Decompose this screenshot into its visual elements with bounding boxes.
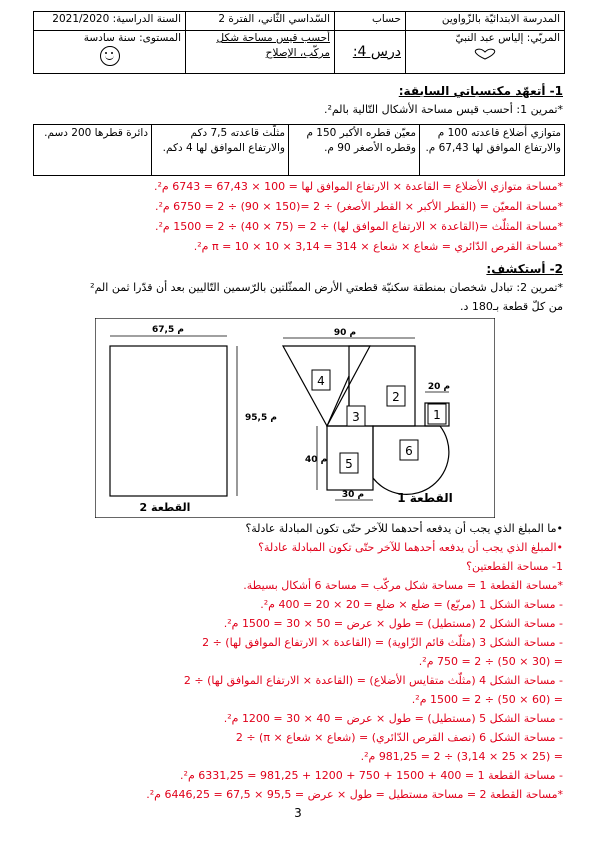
question: •ما المبلغ الذي يجب أن يدفعه أحدهما للآخر حتّى تكون المبادلة عادلة؟ <box>245 522 563 535</box>
piece1-top-label: 90 م <box>333 328 357 338</box>
exercise1-cell: مثلّث قاعدته 7,5 دكم والارتفاع الموافق لها 4 دكم. <box>152 125 289 176</box>
exercise1-cell: دائرة قطرها 200 دسم. <box>34 125 152 176</box>
lesson-number: درس 4: <box>352 44 401 60</box>
piece1-radius-label: 20 م <box>427 382 451 392</box>
year-cell <box>34 12 186 31</box>
solution-line: - مساحة القطعة 1 = 400 + 1500 + 750 + 1200 + 981,25 = 6331,25 م². <box>180 769 563 782</box>
section1-title: 1- أتعهّد مكتسباتي السابقة: <box>398 84 563 98</box>
school-cell <box>406 12 565 31</box>
shape-number: 3 <box>352 410 360 424</box>
teacher-cell <box>406 31 565 74</box>
solution-line: - مساحة الشكل 6 (نصف القرص الدّائري) = (شعاع × شعاع × π) ÷ 2 <box>235 731 563 744</box>
solution-line: - مساحة الشكل 5 (مستطيل) = طول × عرض = 40 × 30 = 1200 م². <box>223 712 563 725</box>
piece1-bottom-label: 30 م <box>341 490 365 500</box>
solution-line: - مساحة الشكل 1 (مربّع) = ضلع × ضلع = 20 × 20 = 400 م². <box>260 598 563 611</box>
smiley-icon <box>100 46 120 66</box>
piece2-width-label: 67,5 م <box>152 325 184 335</box>
shape-number: 5 <box>345 457 353 471</box>
exercise2-statement-1: *تمرين 2: تبادل شخصان بمنطقة سكنيّة قطعتي الأرض الممثّلتين بالرّسمين التّاليين بعد أن قدّرا ثمن الم² <box>90 281 563 294</box>
shape-number: 6 <box>405 444 413 458</box>
period-cell <box>186 12 335 31</box>
exercise2-statement-2: من كلّ قطعة بـ180 د. <box>460 300 563 313</box>
heart-icon <box>472 48 498 60</box>
piece2-label: القطعة 2 <box>139 501 191 514</box>
solution-line: *مساحة القطعة 1 = مساحة شكل مركّب = مساحة 6 أشكال بسيطة. <box>243 579 563 592</box>
piece2-height-label: 95,5 م <box>245 413 277 423</box>
exercise1-statement: *تمرين 1: أحسب قيس مساحة الأشكال التّالية بالم². <box>323 103 563 116</box>
figure-plots <box>95 318 495 518</box>
answer-line: *مساحة المعيّن = (القطر الأكبر × القطر الأصغر) ÷ 2 =(150 × 90) ÷ 2 = 6750 م². <box>154 200 563 213</box>
answer-line: *مساحة متوازي الأضلاع = القاعدة × الارتفاع الموافق لها = 100 × 67,43 = 6743 م². <box>153 180 563 193</box>
lesson-number-cell <box>335 31 406 74</box>
solution-line: = (25 × 25 × 3,14) ÷ 2 = 981,25 م². <box>360 750 563 763</box>
exercise1-table <box>33 124 565 176</box>
level: المستوى: سنة سادسة <box>83 32 181 44</box>
shape-number: 2 <box>392 390 400 404</box>
piece1-side-label: 40 م <box>305 455 328 465</box>
solution-line: *مساحة القطعة 2 = مساحة مستطيل = طول × عرض = 95,5 × 67,5 = 6446,25 م². <box>146 788 563 801</box>
solution-line: = (30 × 50) ÷ 2 = 750 م². <box>418 655 563 668</box>
solution-line: = (60 × 50) ÷ 2 = 1500 م². <box>411 693 563 706</box>
page-number: 3 <box>294 806 302 820</box>
answer-line: *مساحة المثلّث =(القاعدة × الارتفاع الموافق لها) ÷ 2 = (75 × 40) ÷ 2 = 1500 م². <box>154 220 563 233</box>
shape-number: 4 <box>317 374 325 388</box>
solution-line: - مساحة الشكل 4 (مثلّث متقايس الأضلاع) = (القاعدة × الارتفاع الموافق لها) ÷ 2 <box>183 674 563 687</box>
piece1-label: القطعة 1 <box>397 491 453 505</box>
subject-cell <box>335 12 406 31</box>
school-name: المدرسة الابتدائيّة بالزّواوين <box>441 13 560 25</box>
piece2-rectangle <box>110 346 227 496</box>
answer-line: *مساحة القرص الدّائري = شعاع × شعاع × π = 10 × 10 × 3,14 = 314 م². <box>193 240 563 253</box>
header-table <box>33 11 565 74</box>
lesson-title-cell <box>186 31 335 74</box>
sub-question: 1- مساحة القطعتين؟ <box>466 560 563 573</box>
lesson-title-line1: أحسب قيس مساحة شكل <box>216 32 330 44</box>
period: السّداسي الثّاني، الفترة 2 <box>218 13 330 25</box>
subject: حساب <box>372 13 401 25</box>
section2-title: 2- أستكشف: <box>486 262 563 276</box>
solution-line: - مساحة الشكل 3 (مثلّث قائم الزّاوية) = (القاعدة × الارتفاع الموافق لها) ÷ 2 <box>202 636 563 649</box>
solution-line: - مساحة الشكل 2 (مستطيل) = طول × عرض = 50 × 30 = 1500 م². <box>223 617 563 630</box>
shape-number: 1 <box>433 408 441 422</box>
teacher-name: المربّي: إلياس عبد النبيّ <box>455 32 560 44</box>
lesson-title-line2: مركّب، الإصلاح <box>265 47 330 59</box>
level-cell <box>34 31 186 74</box>
question-red: •المبلغ الذي يجب أن يدفعه أحدهما للآخر حتّى تكون المبادلة عادلة؟ <box>258 541 563 554</box>
exercise1-cell: معيّن قطره الأكبر 150 م وقطره الأصغر 90 م. <box>289 125 420 176</box>
school-year: السنة الدراسية: 2021/2020 <box>52 13 181 25</box>
exercise1-cell: متوازي أضلاع قاعدته 100 م والارتفاع الموافق لها 67,43 م. <box>420 125 565 176</box>
